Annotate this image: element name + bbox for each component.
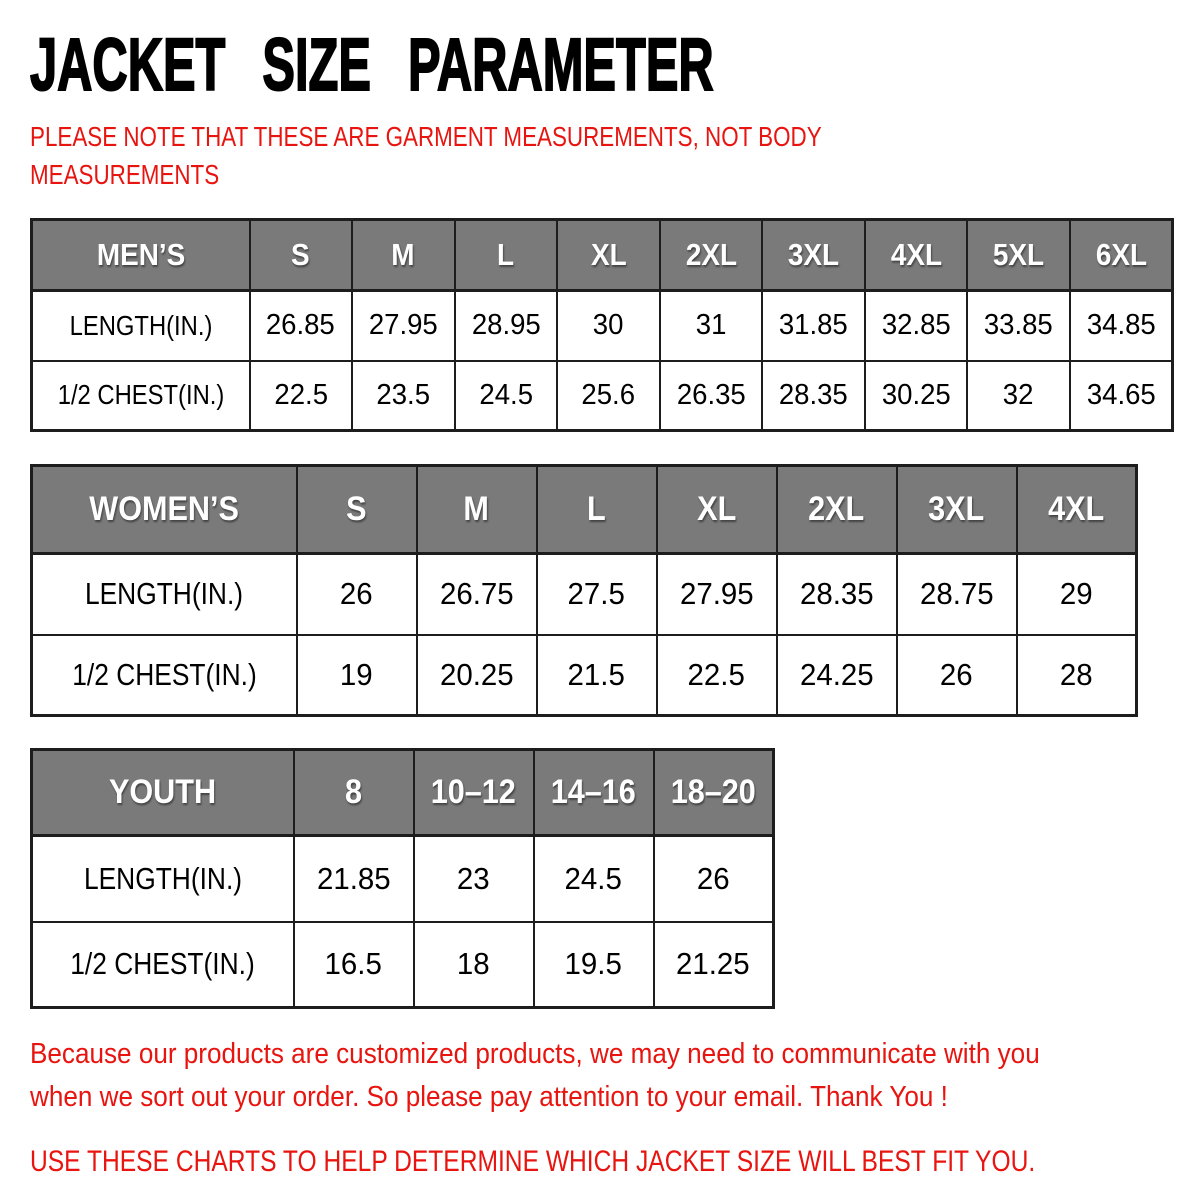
customization-notice-line <box>30 1078 1180 1121</box>
mens-value-cell <box>762 291 865 361</box>
youth-row-label-cell <box>32 836 294 922</box>
text-line: when we sort out your order. So please pay attention to your email. Thank You ! <box>30 1081 948 1113</box>
womens-size-header-cell <box>537 466 657 554</box>
mens-title-cell <box>32 220 250 291</box>
header-label: 6XL <box>1095 237 1147 272</box>
mens-size-header-cell <box>455 220 558 291</box>
youth-data-row <box>32 922 774 1008</box>
header-label: 5XL <box>993 237 1045 272</box>
header-label: L <box>587 490 606 528</box>
mens-size-table <box>30 218 1174 432</box>
womens-size-header-cell <box>657 466 777 554</box>
size-value: 21.5 <box>567 656 626 692</box>
womens-row-label-cell <box>32 635 297 716</box>
youth-value-cell <box>294 836 414 922</box>
size-value: 28.75 <box>919 576 994 612</box>
header-label: 3XL <box>787 237 840 272</box>
mens-value-cell <box>660 361 763 431</box>
row-label: 1/2 CHEST(IN.) <box>72 656 257 692</box>
size-value: 21.25 <box>676 946 751 982</box>
mens-size-header-cell <box>557 220 660 291</box>
header-label: MEN’S <box>96 237 185 272</box>
mens-value-cell <box>352 361 455 431</box>
size-value: 32.85 <box>881 309 951 342</box>
size-value: 25.6 <box>581 378 636 411</box>
size-value: 28.35 <box>799 576 874 612</box>
header-label: 10–12 <box>430 773 517 811</box>
header-label: M <box>463 490 490 528</box>
youth-value-cell <box>294 922 414 1008</box>
womens-size-header-cell <box>777 466 897 554</box>
header-label: S <box>346 490 367 528</box>
size-value: 18 <box>457 946 490 982</box>
womens-data-row <box>32 635 1137 716</box>
youth-value-cell <box>654 836 774 922</box>
header-label: 4XL <box>890 237 942 272</box>
text-line: PLEASE NOTE THAT THESE ARE GARMENT MEASUREMENTS, NOT BODY <box>30 121 822 152</box>
size-value: 34.85 <box>1086 309 1156 342</box>
womens-row-label-cell <box>32 554 297 635</box>
mens-value-cell <box>455 361 558 431</box>
youth-header-row <box>32 750 774 836</box>
header-label: XL <box>590 237 627 272</box>
womens-value-cell <box>777 635 897 716</box>
mens-size-header-cell <box>660 220 763 291</box>
youth-title-cell <box>32 750 294 836</box>
youth-size-header-cell <box>654 750 774 836</box>
mens-data-row <box>32 291 1173 361</box>
womens-value-cell <box>657 554 777 635</box>
youth-value-cell <box>654 922 774 1008</box>
mens-value-cell <box>250 361 353 431</box>
garment-measurement-note-line <box>30 158 1180 196</box>
size-value: 21.85 <box>316 860 391 896</box>
womens-size-header-cell <box>297 466 417 554</box>
womens-size-table <box>30 464 1138 717</box>
size-value: 24.5 <box>564 860 623 896</box>
size-value: 22.5 <box>273 378 328 411</box>
womens-value-cell <box>657 635 777 716</box>
size-value: 31 <box>695 309 727 342</box>
womens-value-cell <box>417 635 537 716</box>
customization-notice-line <box>30 1035 1180 1078</box>
page-title-text: JACKET SIZE PARAMETER <box>30 23 714 106</box>
header-label: L <box>497 237 515 272</box>
mens-size-header-cell <box>1070 220 1173 291</box>
mens-row-label-cell <box>32 361 250 431</box>
size-value: 28 <box>1059 656 1093 692</box>
page-title <box>30 23 1180 106</box>
size-value: 28.95 <box>471 309 541 342</box>
mens-value-cell <box>557 361 660 431</box>
size-value: 30 <box>593 309 624 342</box>
youth-value-cell <box>534 836 654 922</box>
header-label: YOUTH <box>109 773 217 811</box>
youth-value-cell <box>414 836 534 922</box>
mens-value-cell <box>557 291 660 361</box>
mens-header-row <box>32 220 1173 291</box>
text-line: Because our products are customized products, we may need to communicate with you <box>30 1038 1040 1070</box>
size-value: 26 <box>340 576 373 612</box>
size-value: 31.85 <box>779 309 848 342</box>
mens-value-cell <box>1070 361 1173 431</box>
mens-value-cell <box>352 291 455 361</box>
size-value: 24.25 <box>799 656 874 692</box>
row-label: LENGTH(IN.) <box>85 576 244 612</box>
size-value: 22.5 <box>687 656 746 692</box>
row-label: 1/2 CHEST(IN.) <box>57 379 225 411</box>
garment-measurement-note <box>30 120 1180 196</box>
mens-size-header-cell <box>967 220 1070 291</box>
size-value: 27.5 <box>567 576 626 612</box>
text-line: USE THESE CHARTS TO HELP DETERMINE WHICH JACKET SIZE WILL BEST FIT YOU. <box>30 1145 1036 1178</box>
womens-value-cell <box>777 554 897 635</box>
size-value: 23 <box>457 860 490 896</box>
youth-size-header-cell <box>294 750 414 836</box>
womens-value-cell <box>897 635 1017 716</box>
size-value: 26.85 <box>266 309 336 342</box>
mens-value-cell <box>660 291 763 361</box>
header-label: WOMEN’S <box>89 490 240 528</box>
womens-value-cell <box>417 554 537 635</box>
size-value: 30.25 <box>881 378 951 411</box>
youth-size-header-cell <box>414 750 534 836</box>
header-label: 18–20 <box>670 773 756 811</box>
size-value: 26.75 <box>439 576 514 612</box>
header-label: XL <box>696 490 737 528</box>
womens-value-cell <box>897 554 1017 635</box>
size-value: 26 <box>696 860 730 896</box>
header-label: 4XL <box>1048 490 1105 528</box>
size-value: 19.5 <box>564 946 623 982</box>
mens-value-cell <box>455 291 558 361</box>
row-label: LENGTH(IN.) <box>69 309 213 341</box>
header-label: M <box>391 237 415 272</box>
womens-title-cell <box>32 466 297 554</box>
chart-usage-note <box>30 1144 1180 1185</box>
mens-size-header-cell <box>352 220 455 291</box>
size-value: 33.85 <box>984 309 1054 342</box>
header-label: S <box>291 237 311 272</box>
womens-data-row <box>32 554 1137 635</box>
header-label: 8 <box>344 773 363 811</box>
row-label: 1/2 CHEST(IN.) <box>70 946 255 982</box>
youth-size-header-cell <box>534 750 654 836</box>
youth-row-label-cell <box>32 922 294 1008</box>
size-value: 19 <box>340 656 373 692</box>
womens-size-header-cell <box>1017 466 1137 554</box>
size-value: 27.95 <box>368 309 438 342</box>
mens-value-cell <box>865 361 968 431</box>
size-value: 28.35 <box>779 378 848 411</box>
mens-size-header-cell <box>762 220 865 291</box>
youth-value-cell <box>534 922 654 1008</box>
womens-size-header-cell <box>417 466 537 554</box>
mens-value-cell <box>762 361 865 431</box>
youth-value-cell <box>414 922 534 1008</box>
size-value: 34.65 <box>1086 378 1156 411</box>
womens-value-cell <box>537 635 657 716</box>
row-label: LENGTH(IN.) <box>83 860 242 896</box>
womens-value-cell <box>1017 554 1137 635</box>
womens-size-header-cell <box>897 466 1017 554</box>
womens-header-row <box>32 466 1137 554</box>
mens-row-label-cell <box>32 291 250 361</box>
mens-size-header-cell <box>865 220 968 291</box>
size-value: 26 <box>940 656 973 692</box>
womens-value-cell <box>1017 635 1137 716</box>
womens-value-cell <box>297 635 417 716</box>
mens-value-cell <box>250 291 353 361</box>
mens-value-cell <box>967 361 1070 431</box>
size-value: 26.35 <box>676 378 746 411</box>
youth-data-row <box>32 836 774 922</box>
size-value: 23.5 <box>376 378 431 411</box>
chart-usage-note-line <box>30 1144 1180 1185</box>
mens-value-cell <box>967 291 1070 361</box>
size-value: 32 <box>1003 378 1034 411</box>
mens-value-cell <box>1070 291 1173 361</box>
womens-value-cell <box>297 554 417 635</box>
size-value: 29 <box>1059 576 1093 612</box>
mens-size-header-cell <box>250 220 353 291</box>
header-label: 2XL <box>808 490 865 528</box>
header-label: 2XL <box>685 237 737 272</box>
header-label: 14–16 <box>550 773 637 811</box>
size-value: 27.95 <box>679 576 754 612</box>
womens-value-cell <box>537 554 657 635</box>
customization-notice <box>30 1035 1180 1121</box>
youth-size-table <box>30 748 775 1009</box>
mens-value-cell <box>865 291 968 361</box>
garment-measurement-note-line <box>30 120 1180 158</box>
size-value: 20.25 <box>439 656 514 692</box>
header-label: 3XL <box>928 490 985 528</box>
size-value: 16.5 <box>324 946 383 982</box>
size-value: 24.5 <box>479 378 533 411</box>
text-line: MEASUREMENTS <box>30 159 220 190</box>
mens-data-row <box>32 361 1173 431</box>
